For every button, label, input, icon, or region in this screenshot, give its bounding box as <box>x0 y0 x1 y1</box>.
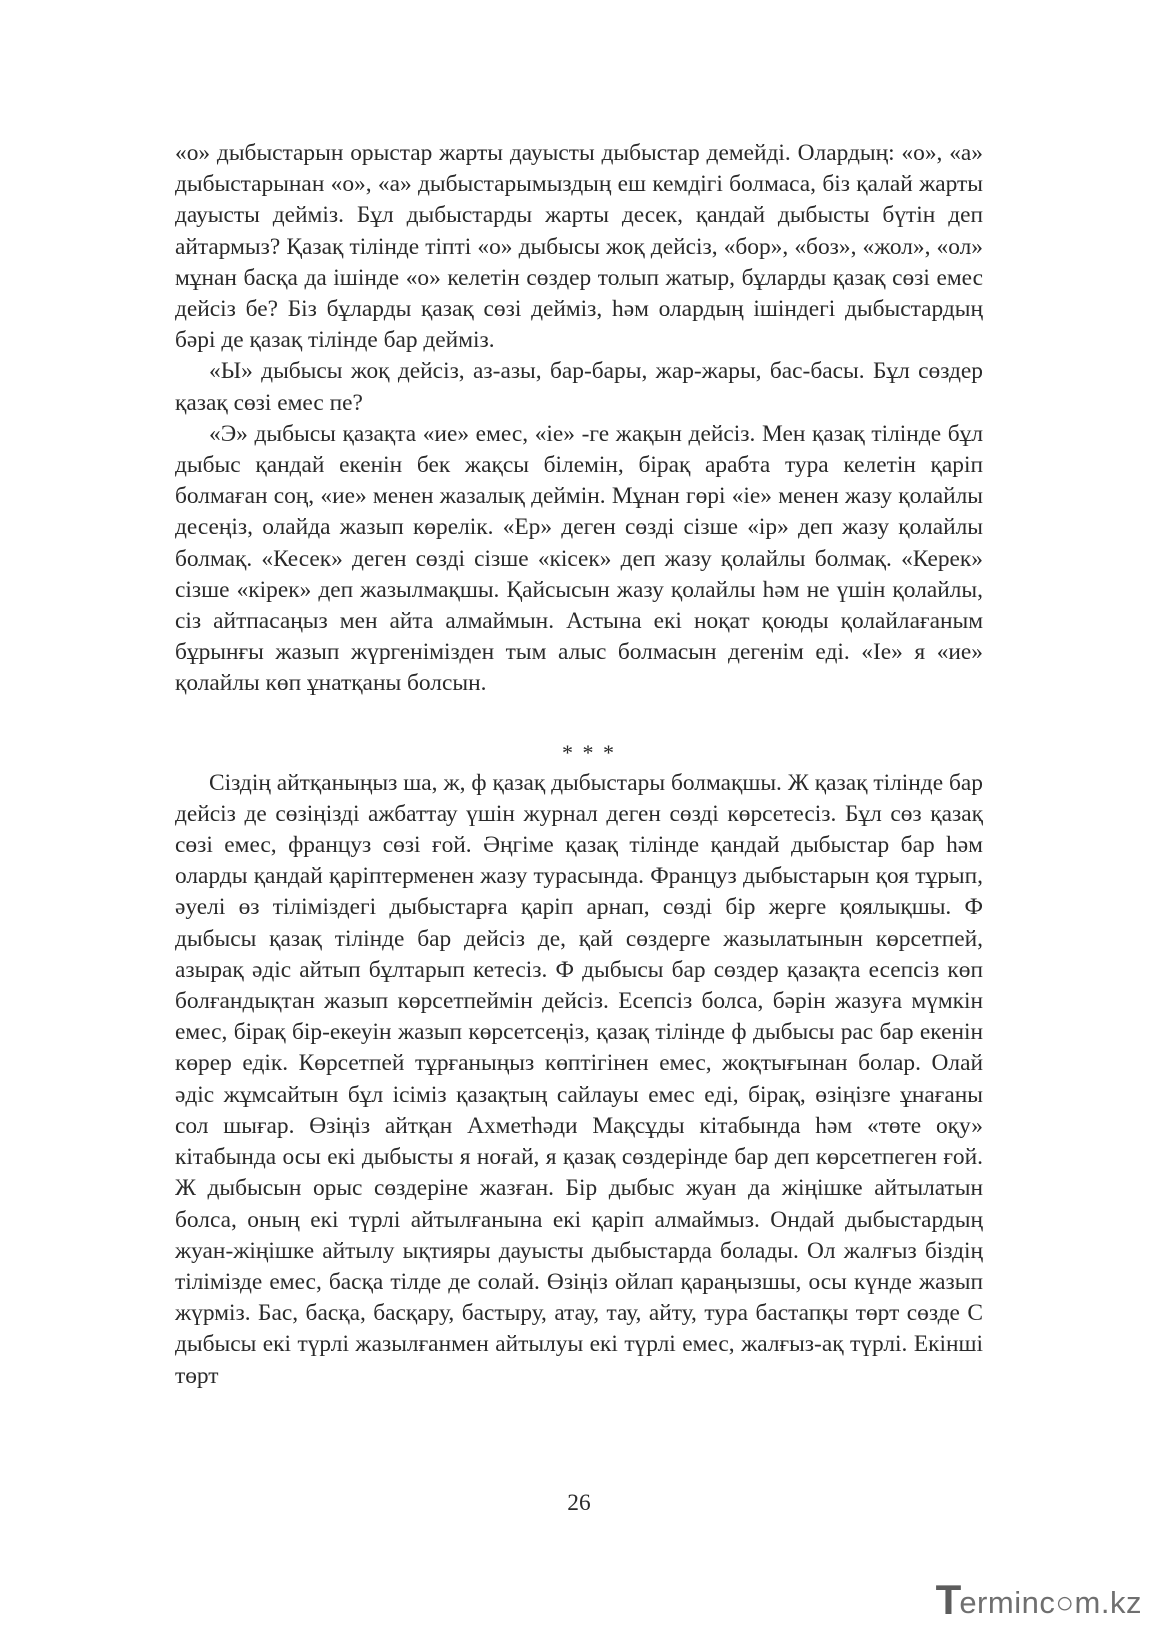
termincom-logo <box>935 1576 1142 1623</box>
logo-text: erminc○m.kz <box>959 1585 1142 1620</box>
section-separator: * * * <box>562 739 616 765</box>
page-body <box>175 138 983 1392</box>
paragraph-3: «Э» дыбысы қазақта «ие» емес, «іе» -ге жақын дейсіз. Мен қазақ тілінде бұл дыбыс қандай екенін бек жақсы білемін, бірақ арабта тура келетін қаріп болмаған соң, «ие» менен жазалық деймін. Мұнан гөрі «іе» менен жазу қолайлы десеңіз, олайда жазып көрелік. «Ер» деген сөзді сізше «ір» деп жазу қолайлы болмақ. «Кесек» деген сөзді сізше «кісек» деп жазу қолайлы болмақ. «Керек» сізше «кірек» деп жазылмақшы. Қайсысын жазу қолайлы һәм не үшін қолайлы, сіз айтпасаңыз мен айта алмаймын. Астына екі ноқат қоюды қолайлағаным бұрынғы жазып жүргенімізден тым алыс болмасын дегенім еді. «Іе» я «ие» қолайлы көп ұнатқаны болсын. <box>175 420 983 697</box>
paragraph-4: Сіздің айтқаныңыз ша, ж, ф қазақ дыбыстары болмақшы. Ж қазақ тілінде бар дейсіз де сөзіңізді ажбаттау үшін журнал деген сөзді көрсетесіз. Бұл сөз қазақ сөзі емес, француз сөзі ғой. Әңгіме қазақ тілінде қандай дыбыстар бар һәм оларды қандай қаріптерменен жазу турасында. Француз дыбыстарын қоя тұрып, әуелі өз тіліміздегі дыбыстарға қаріп арнап, сөзді бір жерге қоялықшы. Ф дыбысы қазақ тілінде бар дейсіз де, қай сөздерге жазылатынын көрсетпей, азырақ әдіс айтып бұлтарып кетесіз. Ф дыбысы бар сөздер қазақта есепсіз көп болғандықтан жазып көрсетпеймін дейсіз. Есепсіз болса, бәрін жазуға мүмкін емес, бірақ бір-екеуін жазып көрсетсеңіз, қазақ тілінде ф дыбысы рас бар екенін көрер едік. Көрсетпей тұрғаныңыз көптігінен емес, жоқтығынан болар. Олай әдіс жұмсайтын бұл ісіміз қазақтың сайлауы емес еді, бірақ, өзіңізге ұнағаны сол шығар. Өзіңіз айтқан Ахметһәди Мақсұды кітабында һәм «төте оқу» кітабында осы екі дыбысты я ноғай, я қазақ сөздерінде бар деп көрсетпеген ғой. Ж дыбысын орыс сөздеріне жазған. Бір дыбыс жуан да жіңішке айтылатын болса, оның екі түрлі айтылғанына екі қаріп алмаймыз. Ондай дыбыстардың жуан-жіңішке айтылу ықтияры дауысты дыбыстарда болады. Ол жалғыз біздің тілімізде емес, басқа тілде де солай. Өзіңіз ойлап қараңызшы, осы күнде жазып жүрміз. Бас, басқа, басқару, бастыру, атау, тау, айту, тура бастапқы төрт сөзде С дыбысы екі түрлі жазылғанмен айтылуы екі түрлі емес, жалғыз-ақ түрлі. Екінші төрт <box>175 769 983 1389</box>
paragraph-1: «о» дыбыстарын орыстар жарты дауысты дыбыстар демейді. Олардың: «о», «а» дыбыстарынан «о», «а» дыбыстарымыздың еш кемдігі болмаса, біз қалай жарты дауысты дейміз. Бұл дыбыстарды жарты десек, қандай дыбысты бүтін деп айтармыз? Қазақ тілінде тіпті «о» дыбысы жоқ дейсіз, «бор», «боз», «жол», «ол» мұнан басқа да ішінде «о» келетін сөздер толып жатыр, бұларды қазақ сөзі емес дейсіз бе? Біз бұларды қазақ сөзі дейміз, һәм олардың ішіндегі дыбыстардың бәрі де қазақ тілінде бар дейміз. <box>175 140 983 354</box>
paragraph-2: «Ы» дыбысы жоқ дейсіз, аз-азы, бар-бары, жар-жары, бас-басы. Бұл сөздер қазақ сөзі емес пе? <box>175 358 983 416</box>
page-number: 26 <box>567 1490 591 1516</box>
logo-initial: T <box>935 1576 960 1623</box>
